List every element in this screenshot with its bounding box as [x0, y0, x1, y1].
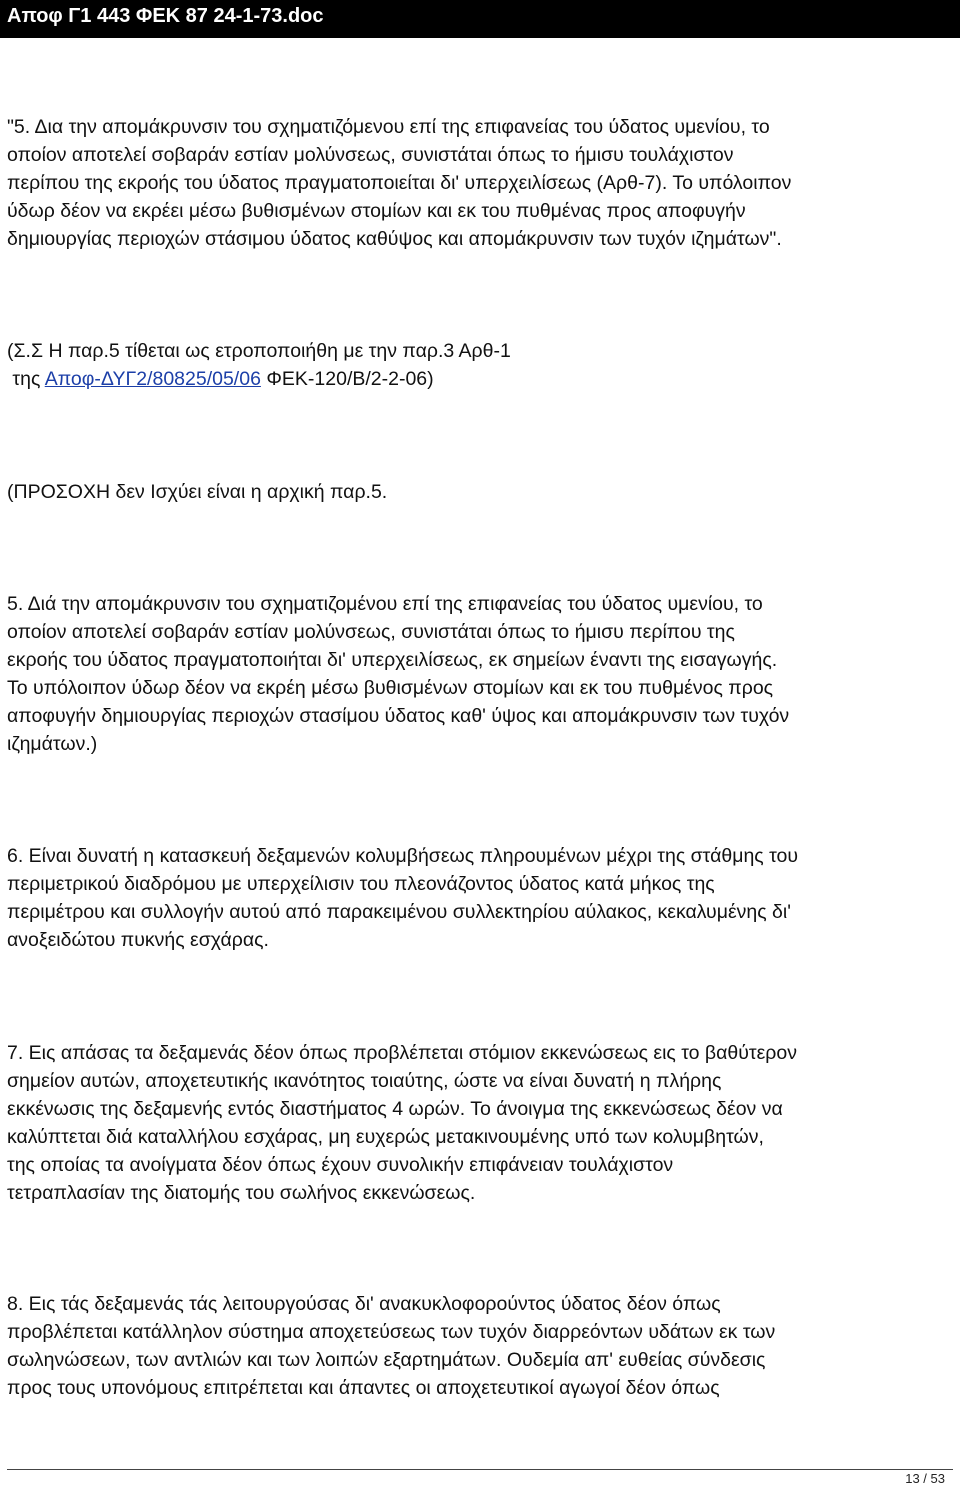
page-number: 13 / 53 [905, 1471, 945, 1486]
paragraph-7 [7, 1039, 953, 1207]
text-line: αποφυγήν δημιουργίας περιοχών στασίμου ύδατος καθ' ύψος και απομάκρυνσιν των τυχόν [7, 705, 790, 727]
text-line: δημιουργίας περιοχών στάσιμου ύδατος καθύψος και απομάκρυνσιν των τυχόν ιζημάτων". [7, 228, 782, 250]
text-line: 6. Είναι δυνατή η κατασκευή δεξαμενών κολυμβήσεως πληρουμένων μέχρι της στάθμης του [7, 845, 799, 867]
text-line: "5. Δια την απομάκρυνσιν του σχηματιζόμενου επί της επιφανείας του ύδατος υμενίου, το [7, 116, 770, 138]
decision-link[interactable]: Αποφ-ΔΥΓ2/80825/05/06 [44, 368, 261, 390]
paragraph-8 [7, 1290, 953, 1402]
text-line: της οποίας τα ανοίγματα δέον όπως έχουν συνολικήν επιφάνειαν τουλάχιστον [7, 1154, 674, 1176]
text-line: (Σ.Σ Η παρ.5 τίθεται ως ετροποποιήθη με την παρ.3 Αρθ-1 [7, 340, 511, 362]
text-line: σωληνώσεων, των αντλιών και των λοιπών εξαρτημάτων. Ουδεμία απ' ευθείας σύνδεσις [7, 1349, 766, 1371]
text-line: (ΠΡΟΣΟΧΗ δεν Ισχύει είναι η αρχική παρ.5. [7, 481, 388, 503]
text-line: 7. Εις απάσας τα δεξαμενάς δέον όπως προβλέπεται στόμιον εκκενώσεως εις το βαθύτερον [7, 1042, 797, 1064]
text-line: οποίον αποτελεί σοβαράν εστίαν μολύνσεως, συνιστάται όπως το ήμισυ περίπου της [7, 621, 735, 643]
attention-note [7, 478, 953, 506]
text-line: προβλέπεται κατάλληλον σύστημα αποχετεύσεως των τυχόν διαρρεόντων υδάτων εκ των [7, 1321, 776, 1343]
text-line: ανοξειδώτου πυκνής εσχάρας. [7, 929, 269, 951]
amendment-note [7, 337, 953, 393]
paragraph-5-amended [7, 113, 953, 253]
text-fragment: της [7, 368, 45, 390]
document-title: Αποφ Γ1 443 ΦΕΚ 87 24-1-73.doc [7, 5, 324, 27]
text-line: ιζημάτων.) [7, 733, 98, 755]
text-line: εκροής του ύδατος πραγματοποιήται δι' υπερχειλίσεως, εκ σημείων έναντι της εισαγωγής. [7, 649, 778, 671]
text-line: περιμέτρου και συλλογήν αυτού από παρακειμένου συλλεκτηρίου αύλακος, κεκαλυμένης δι' [7, 901, 791, 923]
text-line: περιμετρικού διαδρόμου με υπερχείλισιν του πλεονάζοντος ύδατος κατά μήκος της [7, 873, 715, 895]
text-line [7, 365, 953, 393]
footer-divider [7, 1469, 953, 1470]
text-line: εκκένωσις της δεξαμενής εντός διαστήματος 4 ωρών. Το άνοιγμα της εκκενώσεως δέον να [7, 1098, 783, 1120]
text-line: ύδωρ δέον να εκρέει μέσω βυθισμένων στομίων και εκ του πυθμένας προς αποφυγήν [7, 200, 746, 222]
text-line: τετραπλασίαν της διατομής του σωλήνος εκκενώσεως. [7, 1182, 476, 1204]
text-line: οποίον αποτελεί σοβαράν εστίαν μολύνσεως, συνιστάται όπως το ήμισυ τουλάχιστον [7, 144, 734, 166]
text-line: σημείον αυτών, αποχετευτικής ικανότητος τοιαύτης, ώστε να είναι δυνατή η πλήρης [7, 1070, 722, 1092]
text-line: καλύπτεται διά καταλλήλου εσχάρας, μη ευχερώς μετακινουμένης υπό των κολυμβητών, [7, 1126, 764, 1148]
text-line: 5. Διά την απομάκρυνσιν του σχηματιζομένου επί της επιφανείας του ύδατος υμενίου, το [7, 593, 763, 615]
text-line: περίπου της εκροής του ύδατος πραγματοποιείται δι' υπερχειλίσεως (Αρθ-7). Το υπόλοιπον [7, 172, 792, 194]
text-line: 8. Εις τάς δεξαμενάς τάς λειτουργούσας δι' ανακυκλοφορούντος ύδατος δέον όπως [7, 1293, 721, 1315]
paragraph-5-original [7, 590, 953, 758]
document-header [0, 0, 960, 38]
text-line: Το υπόλοιπον ύδωρ δέον να εκρέη μέσω βυθισμένων στομίων και εκ του πυθμένος προς [7, 677, 774, 699]
paragraph-6 [7, 842, 953, 954]
text-line: προς τους υπονόμους επιτρέπεται και άπαντες οι αποχετευτικοί αγωγοί δέον όπως [7, 1377, 720, 1399]
text-fragment: ΦΕΚ-120/Β/2-2-06) [260, 368, 434, 390]
